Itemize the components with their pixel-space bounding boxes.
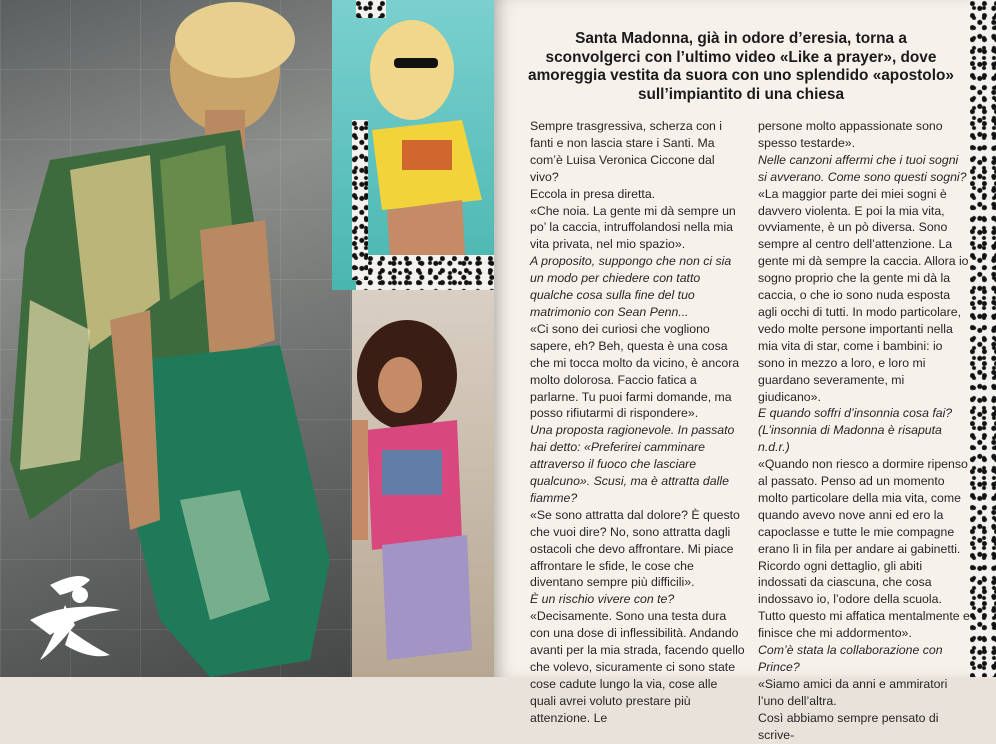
photo-page xyxy=(0,0,494,677)
article-paragraph: «Quando non riesco a dormire ripenso al passato. Penso ad un momento molto particolare della mia vita, come quando avevo nove anni ed ero la capoclasse e tutte le mie compagne erano lì in fila per andare ai gabinetti. Ricordo ogni dettaglio, gli abiti indossati da ciascuna, che cosa indossavo io, l’odore della scuola. Tutto questo mi affatica mentalmente e finisce che mi addormento». xyxy=(758,457,970,641)
interview-question: Nelle canzoni affermi che i tuoi sogni si avverano. Come sono questi sogni? xyxy=(758,152,967,184)
article-paragraph: «Siamo amici da anni e ammiratori l’uno dell’altra. xyxy=(758,676,948,708)
article-paragraph: Eccola in presa diretta. xyxy=(530,186,656,201)
article-paragraph: «Decisamente. Sono una testa dura con una dose di inflessibilità. Andando avanti per la mia strada, facendo quello che volevo, sicuramente ci sono state cose cadute lungo la via, cose alle quali avrei voluto prestare più attenzione. Le xyxy=(530,609,745,725)
interview-question: Com’è stata la collaborazione con Prince? xyxy=(758,643,943,674)
article-paragraph: «Che noia. La gente mi dà sempre un po’ la caccia, intruffolandosi nella mia vita privata, nel mio spazio». xyxy=(530,203,736,252)
runner-logo-icon xyxy=(10,565,130,670)
confetti-strip-top xyxy=(356,0,386,18)
article-headline: Santa Madonna, già in odore d’eresia, torna a sconvolgerci con l’ultimo video «Like a prayer», dove amoreggia vestita da suora con uno splendido «apostolo» sull’impiantito di una chiesa xyxy=(528,30,954,103)
article-paragraph: Sempre trasgressiva, scherza con i fanti e non lascia stare i Santi. Ma com’è Luisa Veronica Ciccone dal vivo? xyxy=(530,119,723,184)
article-paragraph: «La maggior parte dei miei sogni è davvero violenta. E poi la mia vita, ovviamente, è un pò diversa. Sono sempre al centro dell’attenzione. La gente mi dà sempre la caccia. Allora io sogno proprio che la gente mi dà la caccia, o che io sono nuda esposta agli occhi di tutti. In modo particolare, vedo molte persone importanti nella mia vita di star, come i bambini: io sono in mezzo a loro, e loro mi guardano severamente, mi giudicano». xyxy=(758,186,969,404)
article-paragraph: persone molto appassionate sono spesso testarde». xyxy=(758,119,943,150)
article-paragraph: Così abbiamo sempre pensato di scrive- xyxy=(758,710,939,742)
pink-top-photo xyxy=(352,290,494,677)
article-column-right xyxy=(758,118,970,744)
confetti-edge-strip xyxy=(970,0,996,677)
interview-question: E quando soffri d’insonnia cosa fai? (L’insonnia di Madonna è risaputa n.d.r.) xyxy=(758,406,953,455)
confetti-strip-side xyxy=(352,120,368,280)
interview-question: A proposito, suppongo che non ci sia un modo per chiedere con tatto qualche cosa sulla fine del tuo matrimonio con Sean Penn... xyxy=(530,254,732,319)
article-column-left xyxy=(530,118,746,727)
article-page xyxy=(494,0,996,742)
article-paragraph: «Se sono attratta dal dolore? È questo che vuoi dire? No, sono attratta dagli ostacoli che devo affrontare. Mi piace affrontare le sfide, le cose che diventano sempre più difficili». xyxy=(530,507,740,590)
interview-question: Una proposta ragionevole. In passato hai detto: «Preferirei camminare attraverso il fuoco che lasciare qualcuno». Scusi, ma è attratta dalle fiamme? xyxy=(530,423,735,505)
interview-question: È un rischio vivere con te? xyxy=(530,592,675,607)
article-paragraph: «Ci sono dei curiosi che vogliono sapere, eh? Beh, questa è una cosa che mi tocca molto da vicino, è ancora molto dolorosa. Faccio fatica a parlarne. Tu puoi farmi domande, ma posso rifiutarmi di rispondere». xyxy=(530,321,740,421)
